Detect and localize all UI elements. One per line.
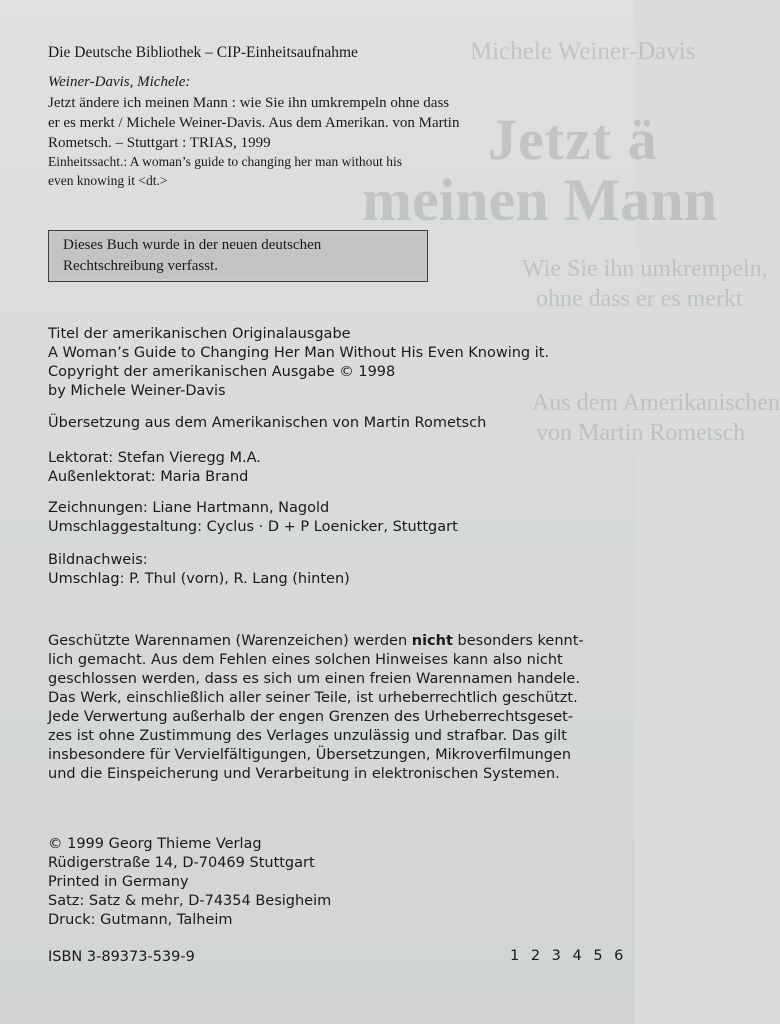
- image-credit-line: Bildnachweis:: [48, 552, 148, 568]
- print-run-numbers: 1 2 3 4 5 6: [510, 948, 627, 964]
- legal-line: geschlossen werden, dass es sich um einen freien Warennamen handele.: [48, 671, 580, 687]
- ghost-author: Michele Weiner-Davis: [470, 38, 696, 65]
- design-line: Umschlaggestaltung: Cyclus · D + P Loenicker, Stuttgart: [48, 519, 458, 535]
- cip-author: Weiner-Davis, Michele:: [48, 74, 191, 90]
- ghost-title-1: Jetzt ä: [488, 107, 658, 172]
- original-edition-line: Titel der amerikanischen Originalausgabe: [48, 326, 351, 342]
- original-edition-info: [48, 325, 549, 401]
- ghost-translation-1: Aus dem Amerikanischen: [532, 390, 780, 416]
- cip-title-line: Jetzt ändere ich meinen Mann : wie Sie ihn umkrempeln ohne dass: [48, 95, 450, 111]
- cip-title-entry: [48, 93, 459, 153]
- ghost-subtitle-1: Wie Sie ihn umkrempeln,: [522, 256, 768, 282]
- notice-line: Dieses Buch wurde in der neuen deutschen: [63, 237, 322, 253]
- publisher-line: Printed in Germany: [48, 874, 189, 890]
- editing-line: Lektorat: Stefan Vieregg M.A.: [48, 450, 261, 466]
- legal-notice: [48, 632, 608, 784]
- editing-credits: [48, 449, 261, 487]
- original-edition-line: by Michele Weiner-Davis: [48, 383, 226, 399]
- design-line: Zeichnungen: Liane Hartmann, Nagold: [48, 500, 330, 516]
- ghost-translation-2: von Martin Rometsch: [536, 420, 746, 446]
- legal-line: Das Werk, einschließlich aller seiner Teile, ist urheberrechtlich geschützt.: [48, 690, 578, 706]
- ghost-subtitle-2: ohne dass er es merkt: [536, 286, 743, 312]
- publisher-line: Rüdigerstraße 14, D-70469 Stuttgart: [48, 855, 315, 871]
- legal-line: und die Einspeicherung und Verarbeitung in elektronischen Systemen.: [48, 766, 560, 782]
- publisher-line: Satz: Satz & mehr, D-74354 Besigheim: [48, 893, 332, 909]
- legal-emphasis: nicht: [411, 633, 453, 649]
- image-credit-line: Umschlag: P. Thul (vorn), R. Lang (hinten): [48, 571, 350, 587]
- legal-line: [48, 632, 608, 651]
- cip-title-line: er es merkt / Michele Weiner-Davis. Aus dem Amerikan. von Martin: [48, 115, 460, 131]
- cip-original-line: even knowing it <dt.>: [48, 173, 168, 188]
- translation-credit: Übersetzung aus dem Amerikanischen von Martin Rometsch: [48, 415, 487, 431]
- cip-original-line: Einheitssacht.: A woman’s guide to changing her man without his: [48, 154, 402, 169]
- cip-heading: Die Deutsche Bibliothek – CIP-Einheitsaufnahme: [48, 44, 358, 61]
- cip-title-line: Rometsch. – Stuttgart : TRIAS, 1999: [48, 135, 271, 151]
- legal-line: Jede Verwertung außerhalb der engen Grenzen des Urheberrechtsgeset-: [48, 709, 574, 725]
- publisher-line: © 1999 Georg Thieme Verlag: [48, 836, 262, 852]
- legal-text: Geschützte Warennamen (Warenzeichen) werden: [48, 633, 412, 649]
- cip-original-title: [48, 152, 402, 190]
- spelling-notice-text: [63, 235, 321, 277]
- editing-line: Außenlektorat: Maria Brand: [48, 469, 249, 485]
- legal-line: insbesondere für Vervielfältigungen, Übersetzungen, Mikroverfilmungen: [48, 747, 572, 763]
- original-edition-line: A Woman’s Guide to Changing Her Man Without His Even Knowing it.: [48, 345, 550, 361]
- spelling-notice-box: [48, 230, 428, 282]
- isbn: ISBN 3-89373-539-9: [48, 949, 195, 965]
- ghost-title-2: meinen Mann: [362, 167, 718, 233]
- legal-line: lich gemacht. Aus dem Fehlen eines solchen Hinweises kann also nicht: [48, 652, 563, 668]
- legal-line: zes ist ohne Zustimmung des Verlages unzulässig und strafbar. Das gilt: [48, 728, 567, 744]
- original-edition-line: Copyright der amerikanischen Ausgabe © 1998: [48, 364, 396, 380]
- publisher-line: Druck: Gutmann, Talheim: [48, 912, 233, 928]
- legal-text: besonders kennt-: [452, 633, 584, 649]
- notice-line: Rechtschreibung verfasst.: [63, 258, 218, 274]
- design-credits: [48, 499, 458, 537]
- image-credits: [48, 551, 350, 589]
- publisher-info: [48, 835, 331, 930]
